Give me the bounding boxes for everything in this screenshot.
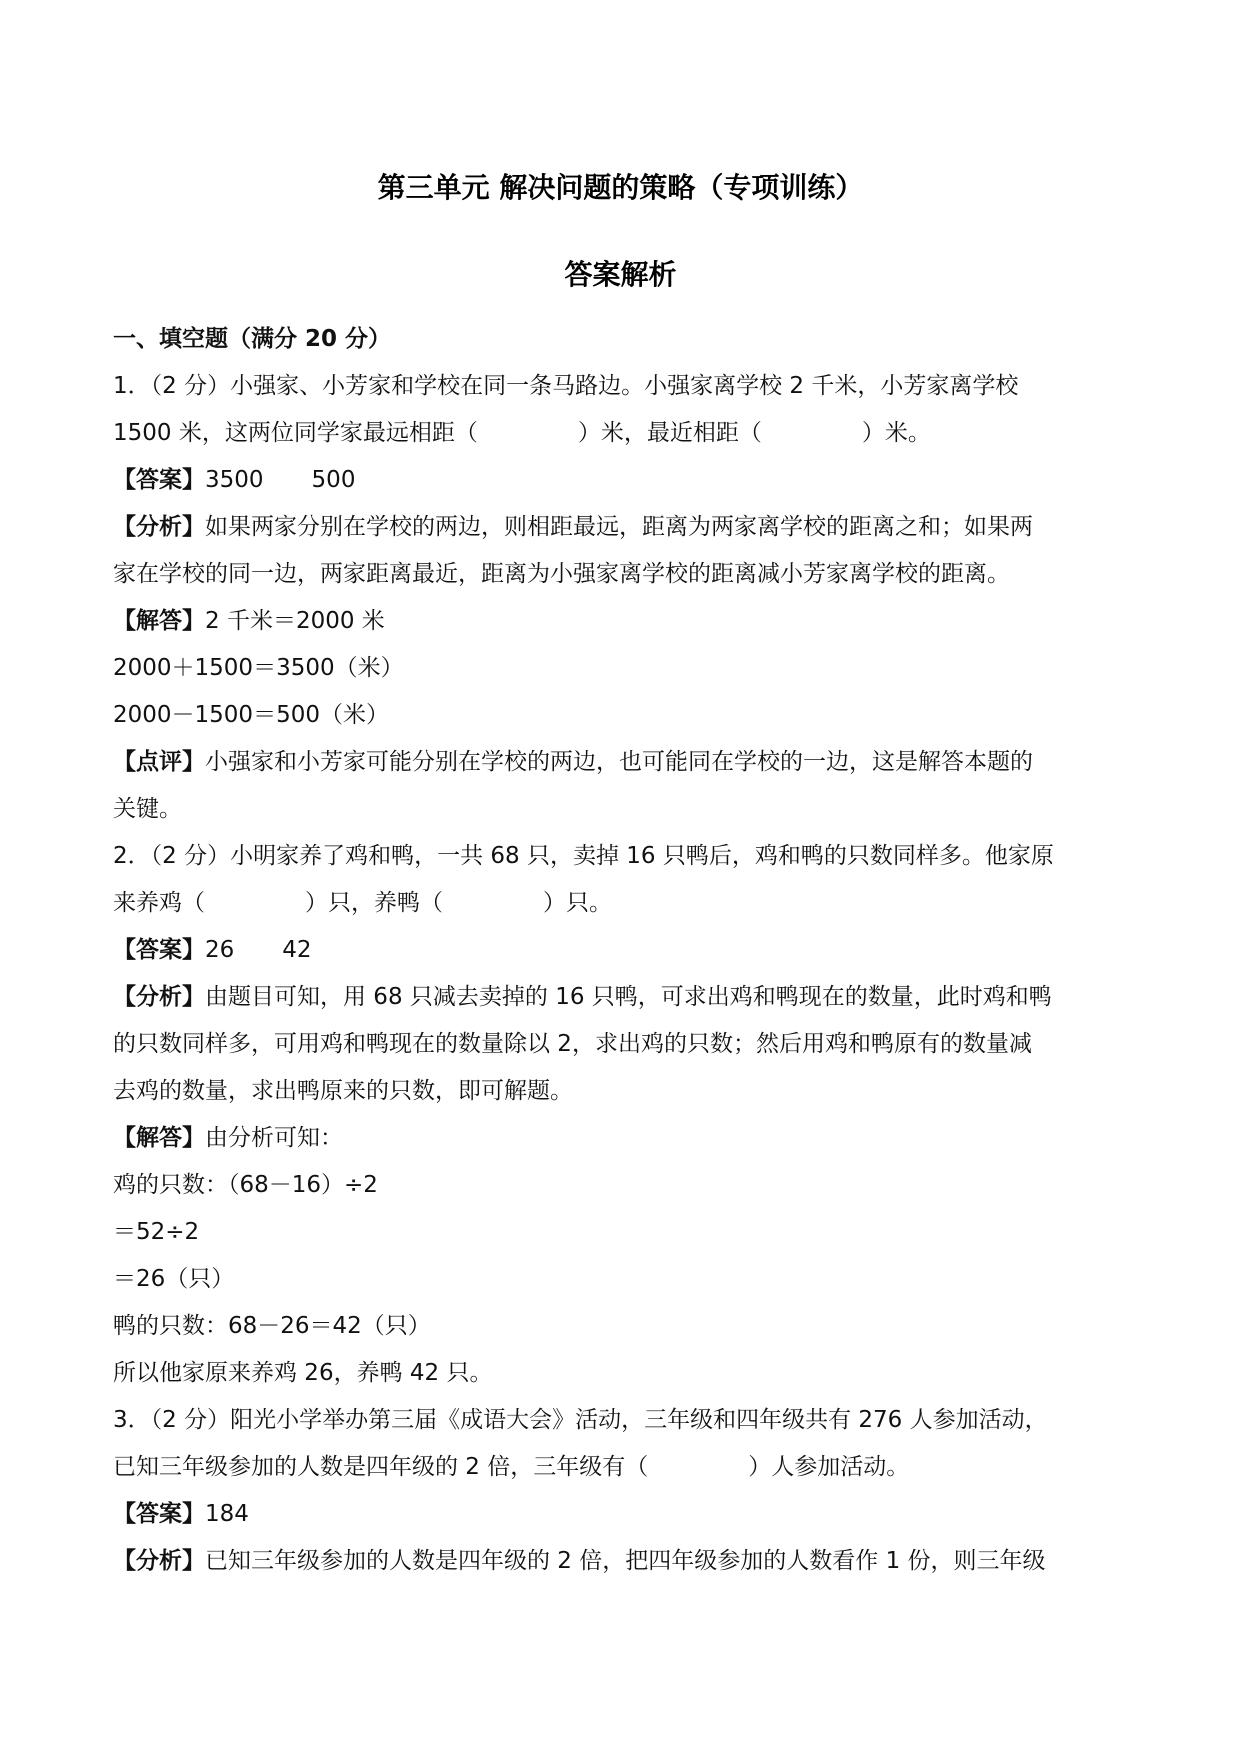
q2-stem-line-1: 2．（2 分）小明家养了鸡和鸭，一共 68 只，卖掉 16 只鸭后，鸡和鸭的只数同样多。他家原 — [113, 843, 1054, 869]
q1-solution-line-3: 2000－1500＝500（米） — [113, 702, 389, 728]
q1-solution-text-1: 2 千米＝2000 米 — [205, 608, 385, 634]
q1-stem-part-b: ）米，最近相距（ — [577, 420, 762, 446]
q1-analysis-line-1 — [113, 504, 1133, 551]
q2-solution-line-6: 所以他家原来养鸡 26，养鸭 42 只。 — [113, 1360, 493, 1386]
document-body — [113, 316, 1133, 1585]
q1-answer-2: 500 — [311, 467, 356, 493]
q1-stem-part-c: ）米。 — [861, 420, 931, 446]
q2-solution-line-2: 鸡的只数：（68－16）÷2 — [113, 1172, 378, 1198]
q2-stem-part-b: ）只，养鸭（ — [305, 890, 443, 916]
analysis-label: 【分析】 — [113, 984, 205, 1010]
q3-stem-line-2 — [113, 1444, 1133, 1491]
q3-stem-part-a: 已知三年级参加的人数是四年级的 2 倍，三年级有（ — [113, 1454, 649, 1480]
q2-stem-part-a: 来养鸡（ — [113, 890, 205, 916]
analysis-label: 【分析】 — [113, 514, 205, 540]
q2-analysis-line-2: 的只数同样多，可用鸡和鸭现在的数量除以 2，求出鸡的只数；然后用鸡和鸭原有的数量减 — [113, 1031, 1032, 1057]
q3-analysis-text-1: 已知三年级参加的人数是四年级的 2 倍，把四年级参加的人数看作 1 份，则三年级 — [205, 1548, 1046, 1574]
q2-solution-text-1: 由分析可知： — [205, 1125, 343, 1151]
q1-review-line-2: 关键。 — [113, 796, 182, 822]
q2-solution-line-1 — [113, 1115, 1133, 1162]
q3-stem-part-b: ）人参加活动。 — [748, 1454, 910, 1480]
q2-answer-line — [113, 927, 1133, 974]
q2-analysis-text-1: 由题目可知，用 68 只减去卖掉的 16 只鸭，可求出鸡和鸭现在的数量，此时鸡和鸭 — [205, 984, 1052, 1010]
q1-stem-line-2 — [113, 410, 1133, 457]
q1-solution-line-2: 2000＋1500＝3500（米） — [113, 655, 404, 681]
q2-solution-line-3: ＝52÷2 — [113, 1219, 200, 1245]
q1-answer-1: 3500 — [205, 467, 264, 493]
q1-review-text-1: 小强家和小芳家可能分别在学校的两边，也可能同在学校的一边，这是解答本题的 — [205, 749, 1033, 775]
answer-label: 【答案】 — [113, 937, 205, 963]
q2-answer-1: 26 — [205, 937, 235, 963]
q2-analysis-line-3: 去鸡的数量，求出鸭原来的只数，即可解题。 — [113, 1078, 573, 1104]
q2-stem-part-c: ）只。 — [543, 890, 612, 916]
q1-answer-line — [113, 457, 1133, 504]
q1-review-line-1 — [113, 739, 1133, 786]
q1-stem-part-a: 1500 米，这两位同学家最远相距（ — [113, 420, 478, 446]
review-label: 【点评】 — [113, 749, 205, 775]
q2-solution-line-5: 鸭的只数：68－26＝42（只） — [113, 1313, 431, 1339]
section-heading: 一、填空题（满分 20 分） — [113, 326, 392, 352]
q3-answer-line — [113, 1491, 1133, 1538]
q1-analysis-line-2: 家在学校的同一边，两家距离最近，距离为小强家离学校的距离减小芳家离学校的距离。 — [113, 561, 1010, 587]
q1-analysis-text-1: 如果两家分别在学校的两边，则相距最远，距离为两家离学校的距离之和；如果两 — [205, 514, 1033, 540]
q2-answer-2: 42 — [282, 937, 312, 963]
q3-analysis-line-1 — [113, 1538, 1133, 1585]
solution-label: 【解答】 — [113, 1125, 205, 1151]
q2-analysis-line-1 — [113, 974, 1133, 1021]
answer-label: 【答案】 — [113, 467, 205, 493]
q3-answer-1: 184 — [205, 1501, 249, 1527]
solution-label: 【解答】 — [113, 608, 205, 634]
q2-stem-line-2 — [113, 880, 1133, 927]
q2-solution-line-4: ＝26（只） — [113, 1266, 235, 1292]
q1-stem-line-1: 1．（2 分）小强家、小芳家和学校在同一条马路边。小强家离学校 2 千米，小芳家离学校 — [113, 373, 1019, 399]
answer-label: 【答案】 — [113, 1501, 205, 1527]
analysis-label: 【分析】 — [113, 1548, 205, 1574]
q3-stem-line-1: 3．（2 分）阳光小学举办第三届《成语大会》活动，三年级和四年级共有 276 人参加活动， — [113, 1407, 1048, 1433]
document-title: 第三单元 解决问题的策略（专项训练） — [377, 171, 864, 204]
q1-solution-line-1 — [113, 598, 1133, 645]
document-subtitle: 答案解析 — [564, 258, 677, 291]
